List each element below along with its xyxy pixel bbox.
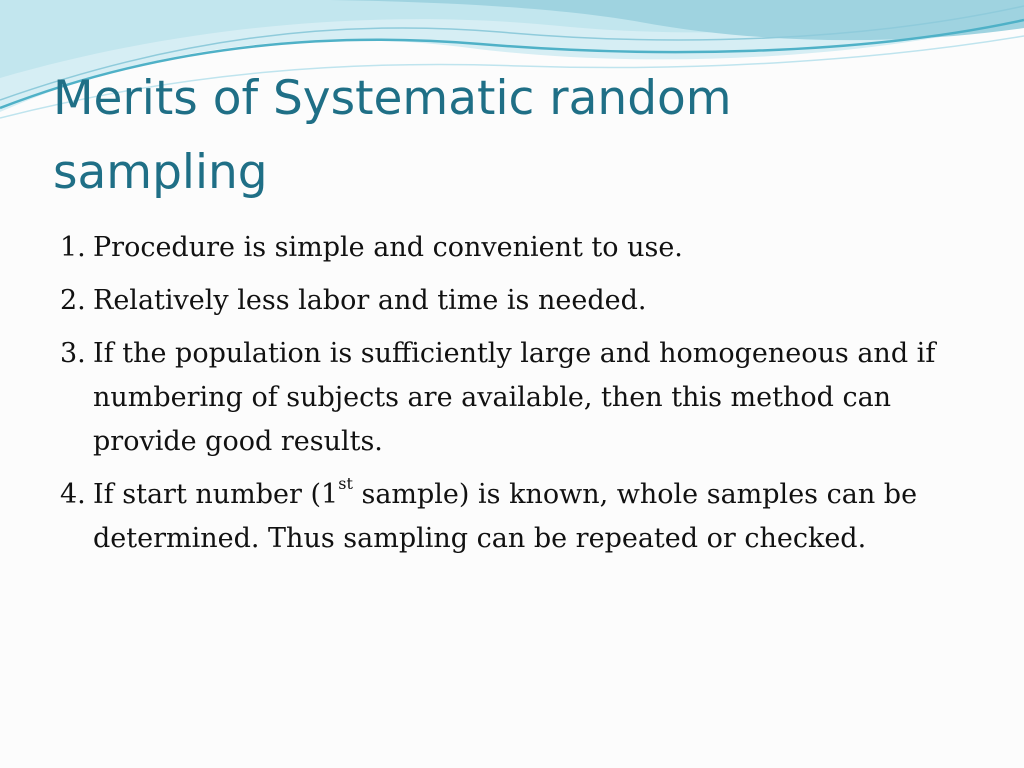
list-item (60, 332, 980, 464)
list-item (60, 473, 980, 561)
item-text-after: sample) is known, whole samples can be determined. Thus sampling can be repeated or checked. (93, 479, 918, 554)
item-text: Procedure is simple and convenient to use. (93, 232, 683, 263)
item-text-before: If start number (1 (93, 479, 339, 510)
slide-title: Merits of Systematic random sampling (53, 71, 732, 200)
item-number: 2. (60, 285, 86, 316)
item-number: 4. (60, 479, 86, 510)
item-number: 3. (60, 338, 86, 369)
list-item (60, 226, 980, 270)
item-text: If the population is sufficiently large and homogeneous and if numbering of subjects are available, then this method can provide good results. (93, 338, 936, 457)
list-item (60, 279, 980, 323)
item-text: Relatively less labor and time is needed. (93, 285, 647, 316)
ordinal-superscript: st (338, 474, 353, 493)
item-number: 1. (60, 232, 86, 263)
merits-list (60, 226, 980, 570)
